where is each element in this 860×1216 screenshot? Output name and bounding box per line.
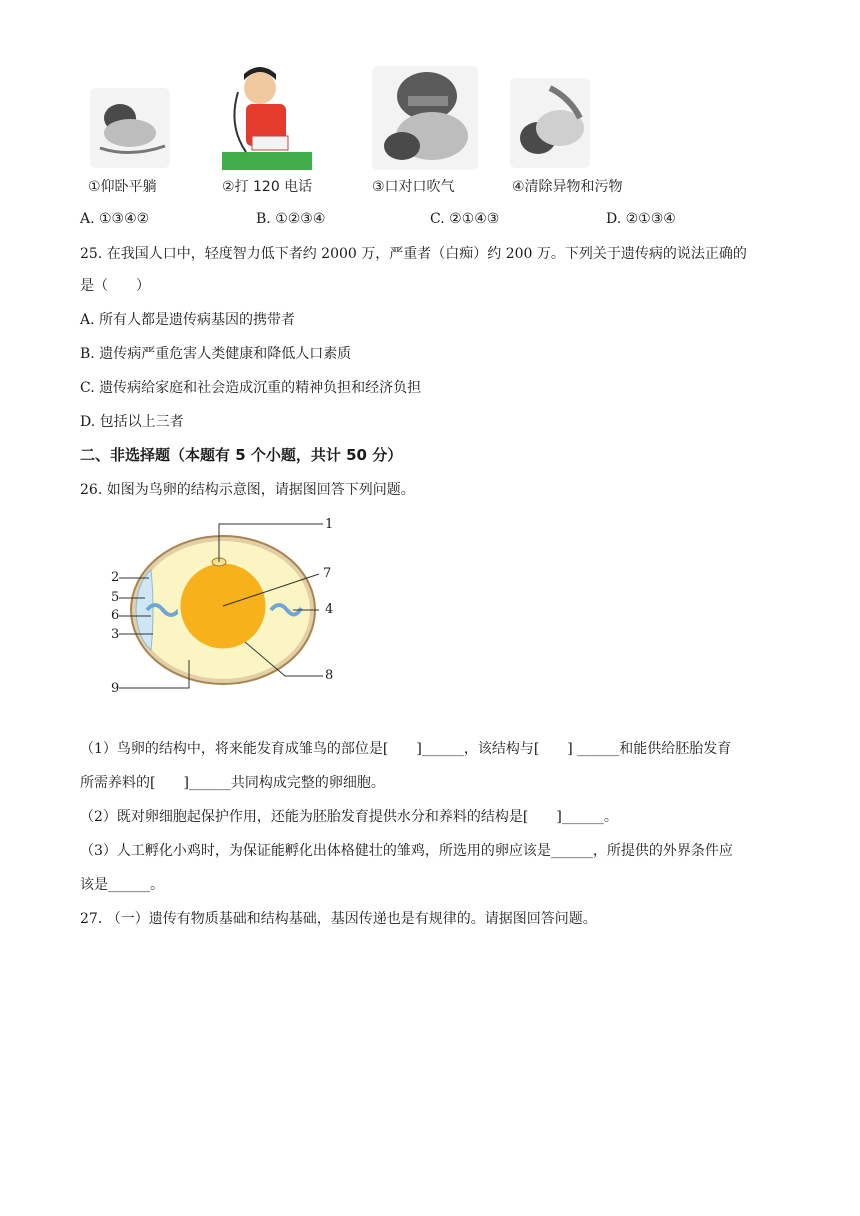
q26-sub1-line1: （1）鸟卵的结构中，将来能发育成雏鸟的部位是[ ]______，该结构与[ ] ______和能供给胚胎发育: [80, 741, 732, 757]
q24-option-d: D. ②①③④: [606, 211, 676, 227]
egg-label-5: 5: [111, 590, 120, 605]
q26-sub1-line2: 所需养料的[ ]______共同构成完整的卵细胞。: [80, 775, 385, 791]
egg-label-7: 7: [323, 566, 332, 581]
egg-label-8: 8: [325, 668, 334, 683]
illustration-supine: [90, 88, 170, 168]
q25-option-a: A. 所有人都是遗传病基因的携带者: [80, 312, 296, 328]
caption-clear-airway: ④清除异物和污物: [512, 179, 623, 195]
illustration-clear-airway: [510, 78, 590, 168]
q24-option-b: B. ①②③④: [256, 211, 326, 227]
q26-sub3-line1: （3）人工孵化小鸡时，为保证能孵化出体格健壮的雏鸡，所选用的卵应该是______，所提供的外界条件应: [80, 843, 733, 859]
egg-diagram: [95, 512, 355, 708]
caption-phone-call: ②打 120 电话: [222, 179, 313, 195]
q25-stem-line1: 25. 在我国人口中，轻度智力低下者约 2000 万，严重者（白痴）约 200 万。下列关于遗传病的说法正确的: [80, 246, 747, 262]
egg-label-1: 1: [325, 517, 334, 532]
q25-option-c: C. 遗传病给家庭和社会造成沉重的精神负担和经济负担: [80, 380, 422, 396]
q25-option-d: D. 包括以上三者: [80, 414, 184, 430]
q25-stem-line2: 是（ ）: [80, 278, 150, 294]
q27-stem: 27. （一）遗传有物质基础和结构基础，基因传递也是有规律的。请据图回答问题。: [80, 911, 597, 927]
illustration-phone-call: [222, 66, 312, 170]
q26-sub2: （2）既对卵细胞起保护作用，还能为胚胎发育提供水分和养料的结构是[ ]______。: [80, 809, 618, 825]
caption-mouth-to-mouth: ③口对口吹气: [372, 179, 455, 195]
egg-label-6: 6: [111, 608, 120, 623]
q25-option-b: B. 遗传病严重危害人类健康和降低人口素质: [80, 346, 352, 362]
q26-stem: 26. 如图为鸟卵的结构示意图，请据图回答下列问题。: [80, 482, 415, 498]
illustration-mouth-to-mouth: [372, 66, 478, 170]
egg-label-2: 2: [111, 570, 120, 585]
egg-label-9: 9: [111, 681, 120, 696]
q24-option-a: A. ①③④②: [80, 211, 150, 227]
egg-label-3: 3: [111, 627, 120, 642]
q24-option-c: C. ②①④③: [430, 211, 500, 227]
egg-label-4: 4: [325, 602, 334, 617]
section-heading: 二、非选择题（本题有 5 个小题，共计 50 分）: [80, 446, 403, 464]
q26-sub3-line2: 该是______。: [80, 877, 164, 893]
caption-supine: ①仰卧平躺: [88, 179, 157, 195]
